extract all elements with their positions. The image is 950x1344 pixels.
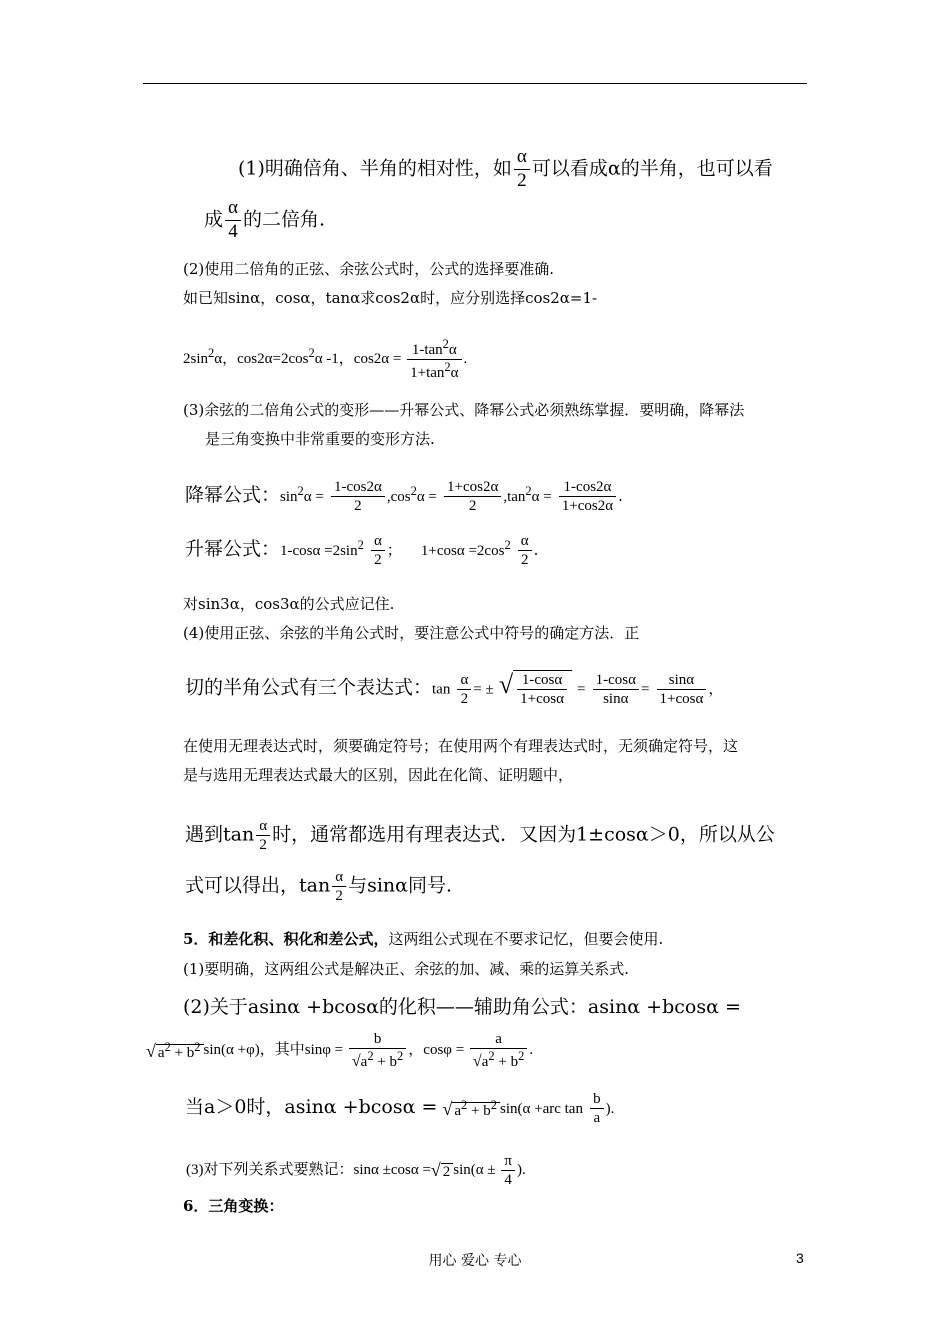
paragraph-5-line-1: 在使用无理表达式时，须要确定符号；在使用两个有理表达式时，无须确定符号，这: [183, 737, 739, 755]
fraction: $\frac{\alpha}{2}$: [518, 532, 532, 569]
fraction: $\frac{1-\cos 2\alpha}{2}$: [331, 478, 385, 515]
text: 切的半角公式有三个表达式：: [185, 676, 433, 699]
text: (1)明确倍角、半角的相对性，如: [238, 157, 512, 180]
fraction: $\frac{\sin\alpha}{1+\cos\alpha}$: [657, 671, 707, 708]
fraction: $\frac{\alpha}{2}$: [457, 671, 471, 708]
section-6-heading: 6．三角变换：: [183, 1197, 284, 1215]
fraction: $\frac{\alpha}{2}$: [371, 532, 385, 569]
footer-slogan: 用心 爱心 专心: [428, 1253, 522, 1269]
square-root: √ 2: [431, 1161, 453, 1180]
text: 可以看成α的半角，也可以看: [531, 157, 773, 180]
fraction: $\frac{\pi}{4}$: [501, 1152, 515, 1189]
fraction: $\frac{1+\cos 2\alpha}{2}$: [444, 478, 501, 515]
paragraph-5-line-4: 式可以得出，tan $\frac{\alpha}{2}$ 与sinα同号.: [185, 869, 452, 904]
square-root: √ $a^2 + b^2$: [442, 1099, 500, 1119]
section-5-heading: 5．和差化积、积化和差公式，这两组公式现在不要求记忆，但要会使用.: [183, 930, 664, 948]
fraction: $\frac{1-\cos 2\alpha}{1+\cos 2\alpha}$: [559, 478, 616, 515]
fraction-tan-identity: $\frac{1-\tan^2\alpha}{1+\tan^2\alpha}$: [407, 337, 461, 382]
fraction: $\frac{b}{√a^2 + b^2}$: [349, 1030, 406, 1071]
paragraph-5-line-2: 是与选用无理表达式最大的区别，因此在化简、证明题中，: [183, 766, 574, 784]
page-number: 3: [796, 1250, 804, 1266]
fraction: $\frac{\alpha}{2}$: [332, 868, 346, 905]
paragraph-4-line-2: (4)使用正弦、余弦的半角公式时，要注意公式中符号的确定方法．正: [183, 624, 640, 642]
fraction: $\frac{a}{√a^2 + b^2}$: [470, 1030, 527, 1071]
square-root: √ $a^2 + b^2$: [146, 1041, 204, 1061]
power-reduction-formulas: 降幂公式：$\sin^2\alpha$ = $\frac{1-\cos 2\alpha}{2}$ $,\cos^2\alpha$ = $\frac{1+\cos 2\alpha}{2}$ $,\tan^2\alpha$ = $\frac{1-\cos 2\alpha}{1+\cos 2\alpha}$ .: [185, 479, 623, 514]
square-root: √ $\frac{1-\cos\alpha}{1+\cos\alpha}$: [499, 670, 572, 708]
paragraph-5-line-3: 遇到tan $\frac{\alpha}{2}$ 时，通常都选用有理表达式．又因为1±cosα＞0，所以从公: [185, 818, 775, 853]
label: 升幂公式：: [185, 538, 281, 560]
section-5-line-5: 当a＞0时，asinα +bcosα = √ $a^2 + b^2$ sin(α +arc tan $\frac{b}{a}$ ).: [185, 1091, 615, 1126]
text: 成: [204, 208, 224, 231]
paragraph-1-line-1: [238, 146, 773, 193]
section-5-line-4: √ $a^2 + b^2$ sin(α +φ)，其中sinφ = $\frac{b}{√a^2 + b^2}$ ，cosφ = $\frac{a}{√a^2 + b^2}$ .: [146, 1031, 534, 1070]
half-angle-tangent-formula: 切的半角公式有三个表达式：tan $\frac{\alpha}{2}$ = ± √ $\frac{1-\cos\alpha}{1+\cos\alpha}$ = $\frac{1-\cos\alpha}{\sin\alpha}$ = $\frac{\sin\alpha}{1+\cos\alpha}$ ，: [185, 669, 724, 707]
fraction-alpha-2: $\frac{\alpha}{2}$: [514, 146, 530, 193]
paragraph-3-line-2: 是三角变换中非常重要的变形方法.: [205, 430, 435, 448]
paragraph-2-line-3: $2\sin^2\alpha$，$\cos 2\alpha=2\cos^2\alpha$ -1，cos2α = $\frac{1-\tan^2\alpha}{1+\tan^2\alpha}$ .: [183, 337, 468, 381]
paragraph-1-line-2: [204, 197, 325, 244]
header-rule: [143, 83, 807, 84]
paragraph-2-line-1: (2)使用二倍角的正弦、余弦公式时，公式的选择要准确.: [183, 260, 555, 278]
paragraph-3-line-1: (3)余弦的二倍角公式的变形——升幂公式、降幂公式必须熟练掌握．要明确，降幂法: [183, 401, 745, 419]
section-5-line-3: (2)关于asinα +bcosα的化积——辅助角公式：asinα +bcosα =: [183, 996, 741, 1018]
section-5-line-6: (3)对下列关系式要熟记：sinα ±cosα =√ 2 sin(α ± $\frac{\pi}{4}$ ).: [186, 1153, 526, 1188]
section-5-line-2: (1)要明确，这两组公式是解决正、余弦的加、减、乘的运算关系式.: [183, 960, 630, 978]
fraction: $\frac{1-\cos\alpha}{\sin\alpha}$: [593, 671, 639, 708]
fraction: $\frac{b}{a}$: [590, 1090, 604, 1127]
fraction-alpha-4: $\frac{\alpha}{4}$: [225, 197, 241, 244]
text: 的二倍角.: [242, 208, 326, 231]
fraction: $\frac{\alpha}{2}$: [256, 817, 270, 854]
paragraph-2-line-2: 如已知sinα，cosα，tanα求cos2α时，应分别选择cos2α=1-: [183, 289, 598, 307]
paragraph-4-line-1: 对sin3α，cos3α的公式应记住.: [183, 595, 395, 613]
label: 降幂公式：: [185, 484, 281, 506]
power-raising-formulas: 升幂公式：$1-\cos\alpha =2\sin^2$ $\frac{\alpha}{2}$ ； $1+\cos\alpha =2\cos^2$ $\frac{\alpha}{2}$ .: [185, 533, 539, 568]
